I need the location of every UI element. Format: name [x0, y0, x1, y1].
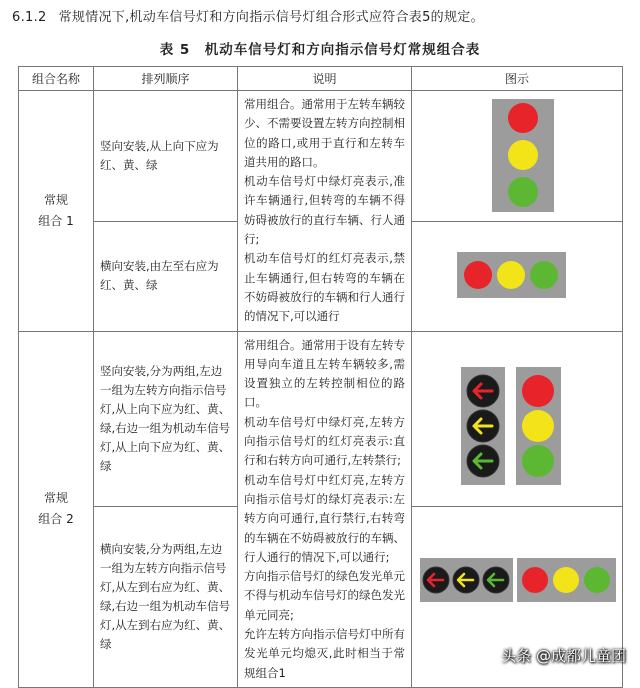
table-title: 表 5 机动车信号灯和方向指示信号灯常规组合表 — [159, 42, 481, 58]
yellow-lamp — [497, 261, 525, 289]
table-row — [19, 91, 623, 222]
watermark: 头条 @成都儿童团 — [501, 647, 626, 665]
red-lamp — [522, 567, 548, 593]
vertical-dual-signal-figure — [412, 334, 623, 504]
combo2-name: 常规 组合 2 — [19, 331, 94, 687]
signal-combination-table — [18, 66, 623, 688]
green-lamp — [530, 261, 558, 289]
combo1-description — [238, 91, 412, 332]
combo1-figure-vertical — [412, 91, 623, 222]
header-order: 排列顺序 — [94, 67, 238, 91]
combo1-name: 常规 组合 1 — [19, 91, 94, 332]
green-lamp — [584, 567, 610, 593]
header-combo-name: 组合名称 — [19, 67, 94, 91]
green-lamp — [522, 445, 554, 477]
combo2-description-text: 常用组合。通常用于设有左转专用导向车道且左转车辆较多,需设置独立的左转控制相位的路口。 机动车信号灯中绿灯亮,左转方向指示信号灯的红灯亮表示:直行和右转方向可通行,左转禁行; 机动车信号灯中红灯亮,左转方向指示信号灯的绿灯亮表示:左转方向可通行,直行禁行,右转弯的车辆在不妨碍被放行的车辆、行人通行的情况下,可以通行; 方向指示信号灯的绿色发光单元不得与机动车信号灯的绿色发光单元同亮; 允许左转方向指示信号灯中所有发光单元均熄灭,此时相当于常规组合1 — [244, 337, 405, 680]
header-figure: 图示 — [412, 67, 623, 91]
green-lamp — [508, 177, 538, 207]
horizontal-signal-figure — [412, 223, 623, 329]
combo2-order-vertical: 竖向安装,分为两组,左边一组为左转方向指示信号灯,从上向下应为红、黄、绿,右边一组为机动车信号灯,从上向下应为红、黄、绿 — [94, 331, 238, 507]
clause-text: 常规情况下,机动车信号灯和方向指示信号灯组合形式应符合表5的规定。 — [58, 10, 484, 25]
table-header-row — [19, 67, 623, 91]
yellow-lamp — [522, 410, 554, 442]
combo2-description — [238, 331, 412, 687]
combo2-order-horizontal: 横向安装,分为两组,左边一组为左转方向指示信号灯,从左到右应为红、黄、绿,右边一组为机动车信号灯,从左到右应为红、黄、绿 — [94, 507, 238, 688]
combo2-figure-vertical — [412, 331, 623, 507]
header-description: 说明 — [238, 67, 412, 91]
combo1-order-horizontal: 横向安装,由左至右应为红、黄、绿 — [94, 221, 238, 331]
table-row — [19, 331, 623, 507]
yellow-lamp — [508, 140, 538, 170]
red-lamp — [522, 375, 554, 407]
yellow-lamp — [553, 567, 579, 593]
clause-number: 6.1.2 — [12, 10, 47, 25]
combo1-description-text: 常用组合。通常用于左转车辆较少、不需要设置左转方向控制相位的路口,或用于直行和左转车道共用的路口。 机动车信号灯中绿灯亮表示,准许车辆通行,但转弯的车辆不得妨碍被放行的直行车辆、行人通行; 机动车信号灯的红灯亮表示,禁止车辆通行,但右转弯的车辆在不妨碍被放行的车辆和行人通行的情况下,可以通行 — [244, 97, 405, 324]
clause-heading — [12, 6, 484, 25]
combo1-figure-horizontal — [412, 221, 623, 331]
vertical-signal-figure — [412, 93, 623, 219]
combo1-order-vertical: 竖向安装,从上向下应为红、黄、绿 — [94, 91, 238, 222]
red-lamp — [508, 103, 538, 133]
red-lamp — [464, 261, 492, 289]
